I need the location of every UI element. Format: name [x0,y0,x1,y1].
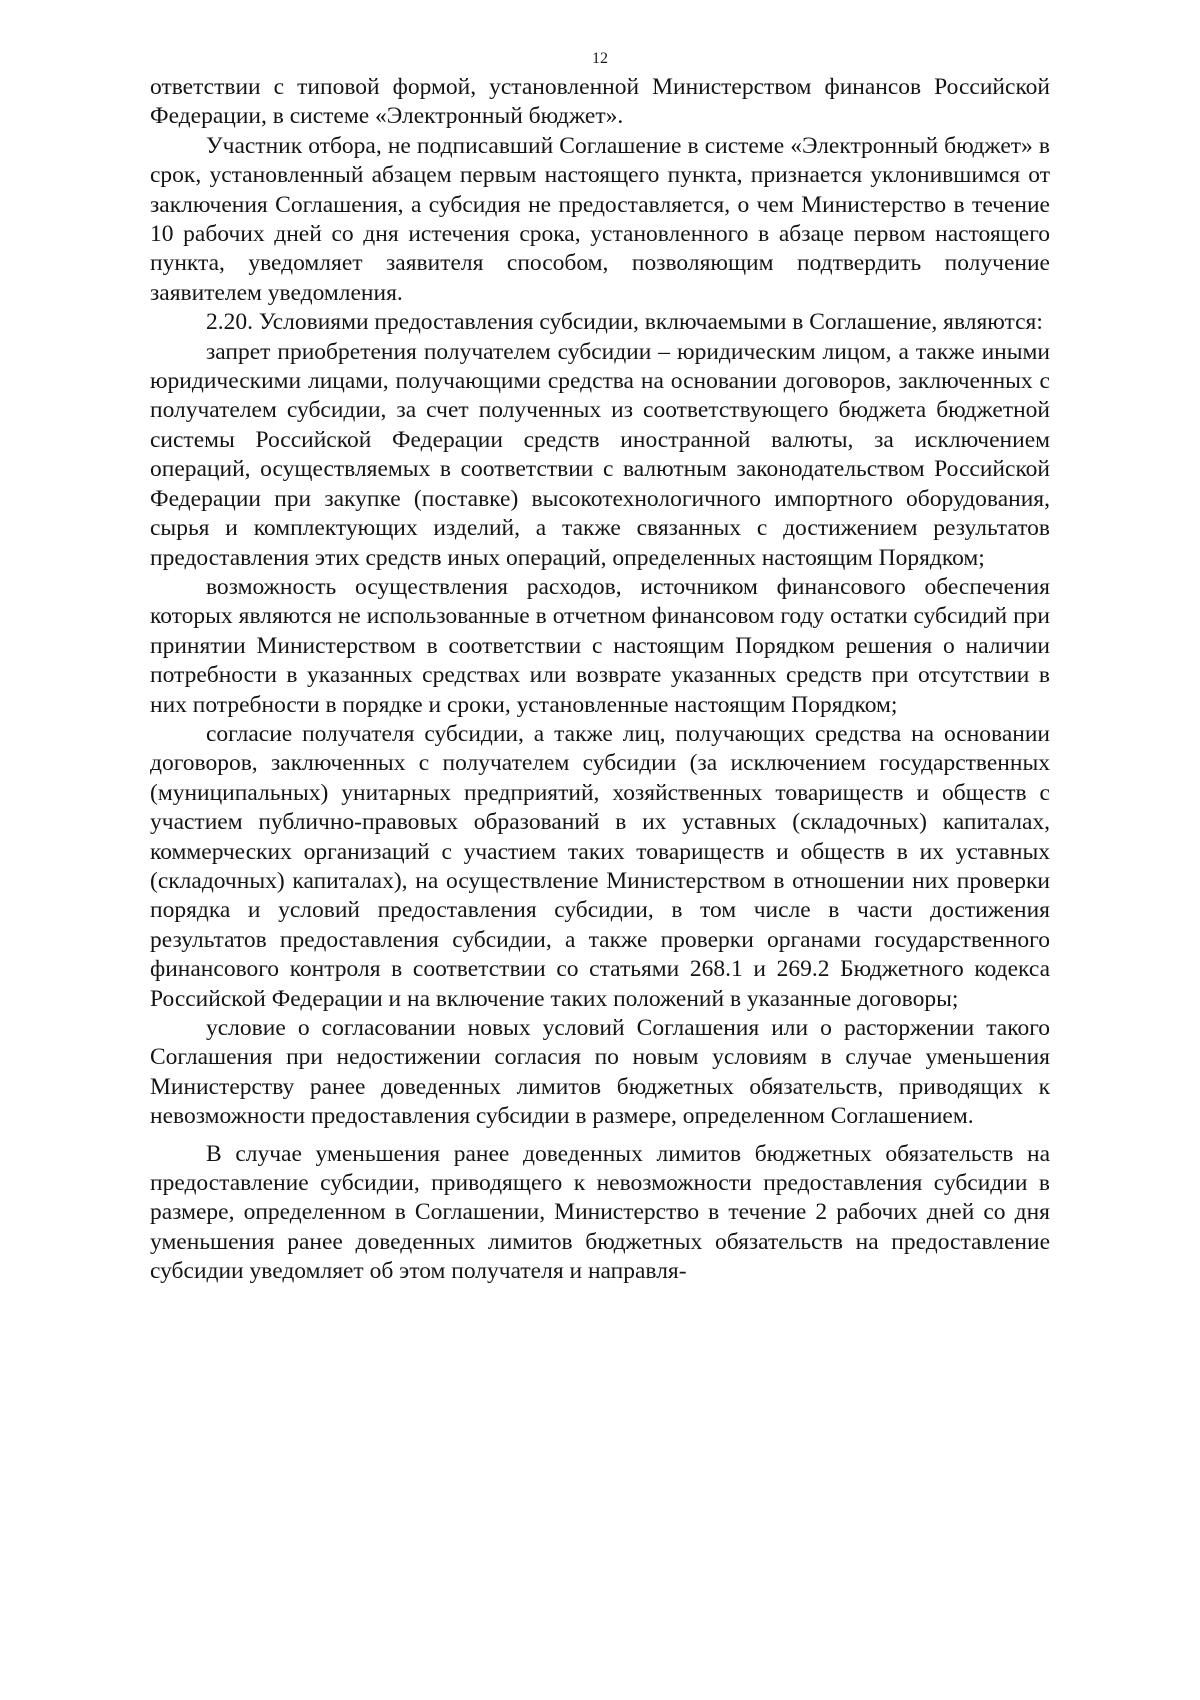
paragraph-consent-inspection: согласие получателя субсидии, а также лиц, получающих средства на основании договоров, заключенных с получателем субсидии (за исключением государственных (муниципальных) унитарных предприятий, хозяйственных товариществ и обществ с участием публично-правовых образований в их уставных (складочных) капиталах, коммерческих организаций с участием таких товариществ и обществ в их уставных (складочных) капиталах), на осуществление Министерством в отношении них проверки порядка и условий предоставления субсидии, в том числе в части достижения результатов предоставления субсидии, а также проверки органами государственного финансового контроля в соответствии со статьями 268.1 и 269.2 Бюджетного кодекса Российской Федерации и на включение таких положений в указанные договоры; [150,720,1050,1012]
paragraph-new-conditions: условие о согласовании новых условий Соглашения или о расторжении такого Соглашения при недостижении согласия по новым условиям в случае уменьшения Министерству ранее доведенных лимитов бюджетных обязательств, приводящих к невозможности предоставления субсидии в размере, определенном Соглашением. [150,1015,1050,1130]
paragraph-unused-balances: возможность осуществления расходов, источником финансового обеспечения которых являются не использованные в отчетном финансовом году остатки субсидий при принятии Министерством в соответствии с настоящим Порядком решения о наличии потребности в указанных средствах или возврате указанных средств при отсутствии в них потребности в порядке и сроки, установленные настоящим Порядком; [150,573,1050,718]
paragraph-currency-ban: запрет приобретения получателем субсидии – юридическим лицом, а также иными юридическими лицами, получающими средства на основании договоров, заключенных с получателем субсидии, за счет полученных из соответствующего бюджета бюджетной системы Российской Федерации средств иностранной валюты, за исключением операций, осуществляемых в соответствии с валютным законодательством Российской Федерации при закупке (поставке) высокотехнологичного импортного оборудования, сырья и комплектующих изделий, а также связанных с достижением результатов предоставления этих средств иных операций, определенных настоящим Порядком; [150,338,1050,571]
paragraph-continuation: ответствии с типовой формой, установленной Министерством финансов Российской Федерации, в системе «Электронный бюджет». [150,74,1050,130]
document-body [150,73,1050,1287]
paragraph-clause-2-20: 2.20. Условиями предоставления субсидии, включаемыми в Соглашение, являются: [206,309,1043,336]
page-number: 12 [592,50,608,67]
paragraph-participant-unsigned: Участник отбора, не подписавший Соглашение в системе «Электронный бюджет» в срок, установленный абзацем первым настоящего пункта, признается уклонившимся от заключения Соглашения, а субсидия не предоставляется, о чем Министерство в течение 10 рабочих дней со дня истечения срока, установленного в абзаце первом настоящего пункта, уведомляет заявителя способом, позволяющим подтвердить получение заявителем уведомления. [150,132,1050,306]
paragraph-limits-reduction: В случае уменьшения ранее доведенных лимитов бюджетных обязательств на предоставление субсидии, приводящего к невозможности предоставления субсидии в размере, определенном в Соглашении, Министерство в течение 2 рабочих дней со дня уменьшения ранее доведенных лимитов бюджетных обязательств на предоставление субсидии уведомляет об этом получателя и направля- [150,1140,1050,1285]
